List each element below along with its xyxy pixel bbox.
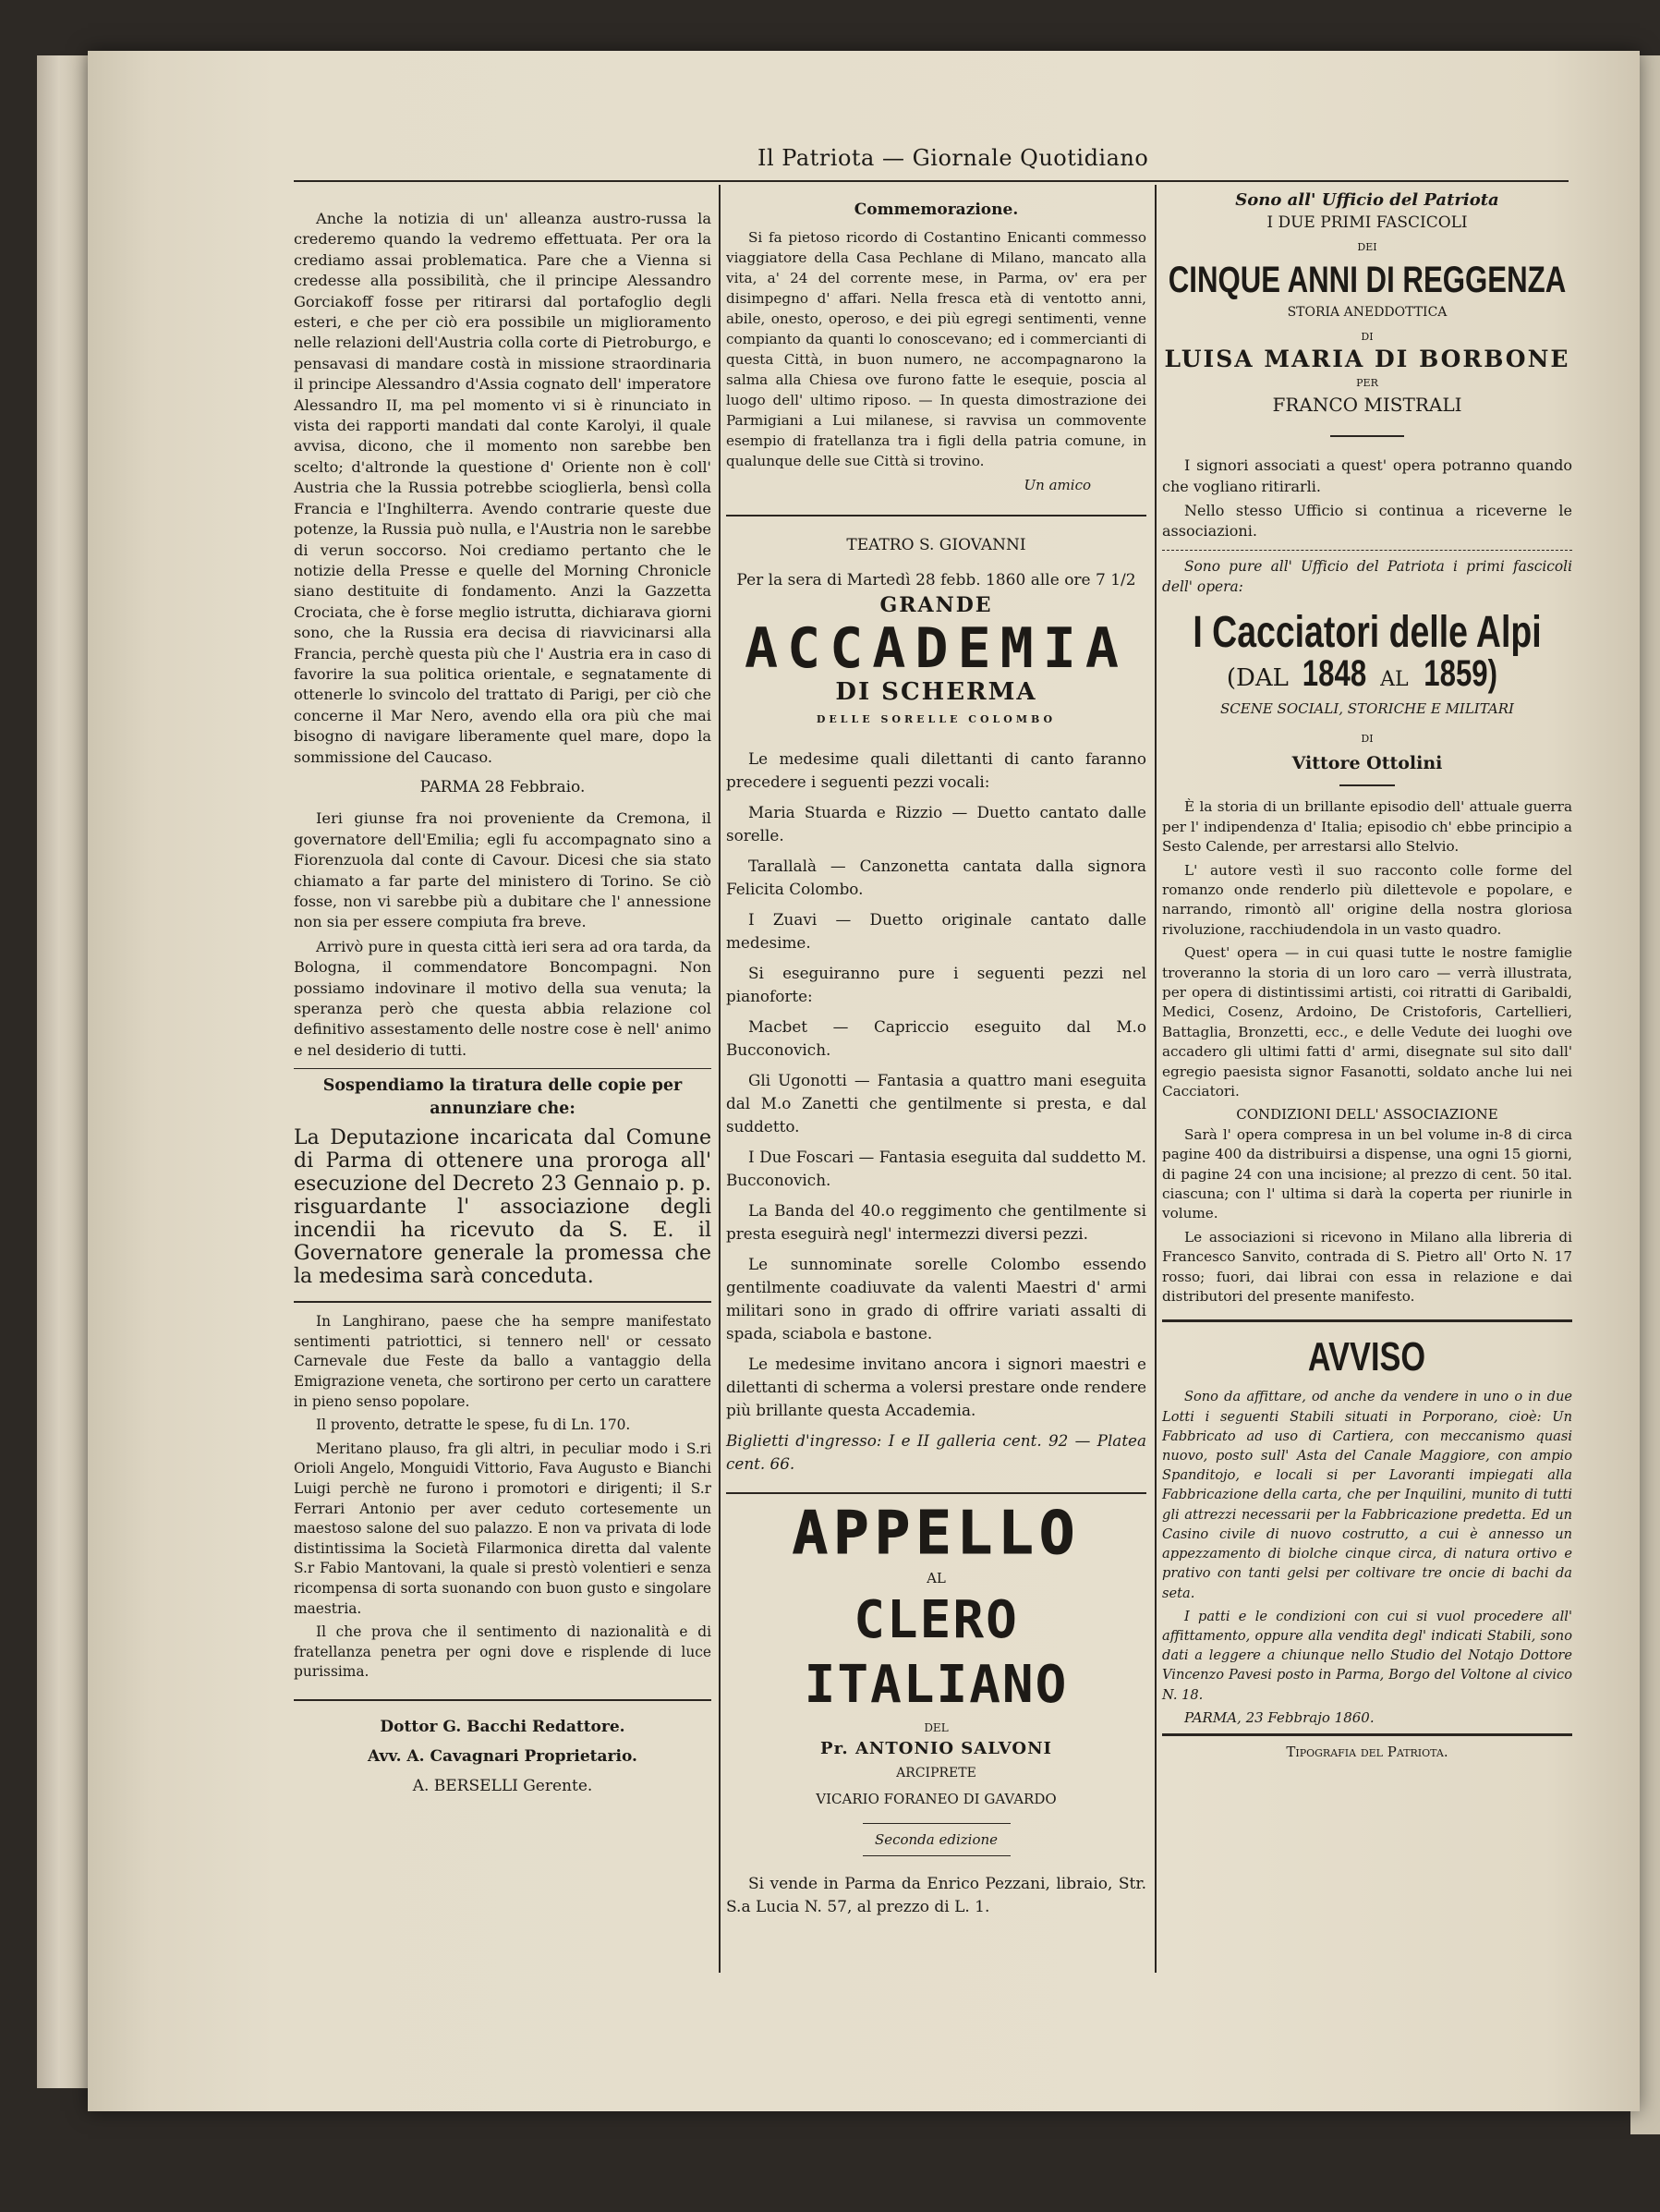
di-label: DI — [1361, 330, 1374, 343]
commemoration-signature: Un amico — [1024, 477, 1091, 494]
program-item-6: I Due Foscari — Fantasia eseguita dal suddetto M. Bucconovich. — [726, 1147, 1146, 1189]
rule — [863, 1823, 1011, 1824]
notice-date: PARMA, 23 Febbrajo 1860. — [1184, 1708, 1375, 1726]
ornament-rule — [1330, 435, 1404, 437]
ticket-prices: Biglietti d'ingresso: I e II galleria cent. 92 — Platea cent. 66. — [726, 1430, 1146, 1473]
rule — [294, 1301, 711, 1303]
article-governor: Ieri giunse fra noi proveniente da Cremona, il governatore dell'Emilia; egli fu accompagnato sino a Fiorenzuola dal conte di Cavour. Dicesi che sia stato chiamato a far parte del ministero di Torino. Se ciò fosse, non vi sarebbe più a dubitare che l' annessione non sia per essere compiuta fra breve. — [294, 809, 711, 931]
article-boncompagni: Arrivò pure in questa città ieri sera ad ora tarda, da Bologna, il commendatore Boncompagni. Non possiamo indovinare il motivo della sua venuta; la speranza però che questa abbia relazione col definitivo assestamento delle nostre cose è nell' animo e nel desiderio di tutti. — [294, 937, 711, 1059]
franco-mistrali: FRANCO MISTRALI — [1272, 393, 1462, 416]
rule — [1162, 1319, 1572, 1322]
year-1848: 1848 — [1302, 652, 1367, 694]
dei-label: DEI — [1357, 240, 1377, 253]
rule — [294, 1068, 711, 1069]
dateline: PARMA 28 Febbraio. — [419, 777, 586, 796]
rule — [726, 1492, 1146, 1494]
rule — [1162, 1733, 1572, 1736]
appello-title: APPELLO — [792, 1499, 1081, 1568]
cacciatori-desc-1: È la storia di un brillante episodio dell' attuale guerra per l' indipendenza d' Italia; episodio ch' ebbe principio a Sesto Calende, per arrestarsi allo Stelvio. — [1162, 798, 1572, 856]
grande-title: GRANDE — [879, 592, 993, 617]
avviso-title: AVVISO — [1308, 1334, 1426, 1380]
article-plauso: Meritano plauso, fra gli altri, in peculiar modo i S.ri Orioli Angelo, Monguidi Vittorio, Fava Augusto e Bianchi Luigi perchè ne furono i promotori e dirigenti; il S.r Ferrari Antonio per aver ceduto cortesemente un maestoso salone del suo palazzo. E non va privata di lode distintissima la Società Filarmonica diretta dal valente S.r Fabio Mantovani, la quale si prestò volentieri e senza ricompensa di sorta suonando con buon gusto e singolare maestria. — [294, 1440, 711, 1617]
subscribers-note: I signori associati a quest' opera potranno quando che vogliano ritirarli. — [1162, 456, 1572, 495]
program-item-4: Macbet — Capriccio eseguito dal M.o Bucconovich. — [726, 1016, 1146, 1059]
notice-body: La Deputazione incaricata dal Comune di Parma di ottenere una proroga all' esecuzione del Decreto 23 Gennaio p. p. risguardante l' associazione degli incendii ha ricevuto da S. E. il Governatore generale la promessa che la medesima sarà conceduta. — [294, 1126, 711, 1289]
column-divider-1 — [719, 185, 721, 1973]
al-label: AL — [927, 1569, 946, 1586]
notice-text-1: Sono da affittare, od anche da vendere in uno o in due Lotti i seguenti Stabili situati in Porporano, cioè: Un Fabbricato ad uso di Cartiera, con meccanismo quasi nuovo, posto sull' Asta del Canale Maggiore, con ampio Spanditojo, e locali si per Lavoranti impiegati alla Fabbricazione della carta, che per Inquilini, munito di tutti gli attrezzi necessarii per la Fabbricazione predetta. Ed un Casino civile di nuovo costrutto, a cui è annesso un appezzamento di biolche cinque circa, di natura ortivo e prativo con tanti gelsi per coltivare tre oncie di bachi da seta. — [1162, 1389, 1572, 1601]
signature-owner: Avv. A. Cavagnari Proprietario. — [368, 1746, 637, 1766]
column-2 — [726, 200, 1146, 1923]
dal-label: (DAL — [1226, 663, 1289, 692]
cacciatori-title: I Cacciatori delle Alpi — [1193, 607, 1542, 657]
year-1859: 1859) — [1424, 652, 1497, 694]
scherma-title: DI SCHERMA — [835, 678, 1037, 707]
al-label-2: AL — [1380, 667, 1409, 691]
luisa-maria-title: LUISA MARIA DI BORBONE — [1164, 346, 1570, 373]
storia-label: STORIA ANEDDOTTICA — [1287, 305, 1448, 321]
header-rule — [294, 180, 1569, 182]
accademia-title: ACCADEMIA — [744, 616, 1129, 682]
ornament-rule — [1339, 784, 1395, 786]
notice-text-2: I patti e le condizioni con cui si vuol procedere all' affittamento, oppure alla vendita degl' indicati Stabili, sono dati a leggere a chiunque nello Studio del Notajo Dottore Vincenzo Pavesi posto in Parma, Borgo del Voltone al civico N. 18. — [1162, 1608, 1572, 1703]
program-item-5: Gli Ugonotti — Fantasia a quattro mani eseguita dal M.o Zanetti che gentilmente si presta, e dal suddetto. — [726, 1070, 1146, 1136]
scene-sociali: SCENE SOCIALI, STORICHE E MILITARI — [1220, 700, 1514, 718]
vicario-label: VICARIO FORANEO DI GAVARDO — [816, 1791, 1057, 1808]
column-1 — [294, 209, 711, 1801]
cacciatori-desc-3: Quest' opera — in cui quasi tutte le nostre famiglie troveranno la storia di un loro caro — verrà illustrata, per opera di distintissimi artisti, coi ritratti di Garibaldi, Medici, Cosenz, Ardoino, De Cristoforis, Cartellieri, Battaglia, Bronzetti, ecc., e delle Vedute dei luoghi ove accadero gli ultimi fatti d' armi, disegnate sul sito dall' egregio paesista signor Fasanotti, soldato anche lui nei Cacciatori. — [1162, 944, 1572, 1100]
edition-label: Seconda edizione — [874, 1830, 999, 1848]
rule — [1162, 550, 1572, 551]
cinque-anni-title: CINQUE ANNI DI REGGENZA — [1168, 260, 1567, 301]
rule — [863, 1855, 1011, 1856]
program-item-2: Tarallalà — Canzonetta cantata dalla signora Felicita Colombo. — [726, 856, 1146, 898]
article-langhirano: In Langhirano, paese che ha sempre manifestato sentimenti patriottici, si tennero nell' or cessato Carnevale due Feste da ballo a vantaggio della Emigrazione veneta, che sortirono per certo un carattere in pieno senso popolare. — [294, 1313, 711, 1410]
column-divider-2 — [1155, 185, 1157, 1973]
rule — [294, 1699, 711, 1701]
theatre-name: TEATRO S. GIOVANNI — [846, 535, 1026, 554]
also-available: Sono pure all' Ufficio del Patriota i primi fascicoli dell' opera: — [1162, 557, 1572, 596]
commemoration-title: Commemorazione. — [854, 201, 1019, 219]
program-fencing: Le sunnominate sorelle Colombo essendo gentilmente coadiuvate da valenti Maestri d' armi militari sono in grado di offrire variati assalti di spada, sciabola e bastone. — [726, 1254, 1146, 1343]
associations-note: Nello stesso Ufficio si continua a riceverne le associazioni. — [1162, 502, 1572, 541]
sorelle-colombo: DELLE SORELLE COLOMBO — [816, 713, 1057, 726]
rule — [726, 515, 1146, 517]
program-item-3: I Zuavi — Duetto originale cantato dalle medesime. — [726, 909, 1146, 952]
article-fratellanza: Il che prova che il sentimento di nazionalità e di fratellanza penetra per ogni dove e risplende di luce purissima. — [294, 1623, 711, 1681]
conditions-heading: CONDIZIONI DELL' ASSOCIAZIONE — [1236, 1106, 1498, 1124]
signature-manager: A. BERSELLI Gerente. — [412, 1776, 593, 1795]
ufficio-heading: Sono all' Ufficio del Patriota — [1235, 190, 1499, 210]
program-invitation: Le medesime invitano ancora i signori maestri e dilettanti di scherma a volersi prestare onde rendere più brillante questa Accademia. — [726, 1354, 1146, 1419]
program-piano-intro: Si eseguiranno pure i seguenti pezzi nel pianoforte: — [726, 963, 1146, 1005]
fascicoli-label: I DUE PRIMI FASCICOLI — [1266, 213, 1468, 233]
commemoration-body: Si fa pietoso ricordo di Costantino Enicanti commesso viaggiatore della Casa Pechlane di Milano, mancato alla vita, a' 24 del corrente mese, in Parma, ov' era per disimpegno d' affari. Nella fresca età di ventotto anni, abile, onesto, operoso, e dei più egregi sentimenti, venne compianto da quanti lo conoscevano; ed i commercianti di questa Città, in buon numero, ne accompagnarono la salma alla Chiesa ove furono fatte le esequie, poscia al luogo dell' ultimo riposo. — In questa dimostrazione dei Parmigiani a Lui milanese, si ravvisa un commovente esempio di fratellanza tra i figli della patria comune, in qualunque delle sue Città si trovino. — [726, 229, 1146, 470]
signature-editor: Dottor G. Bacchi Redattore. — [380, 1717, 625, 1736]
vittore-ottolini: Vittore Ottolini — [1291, 752, 1443, 773]
arciprete-label: ARCIPRETE — [896, 1766, 976, 1781]
sale-info: Si vende in Parma da Enrico Pezzani, libraio, Str. S.a Lucia N. 57, al prezzo di L. 1. — [726, 1875, 1146, 1917]
di-label-2: DI — [1361, 732, 1374, 745]
del-label: DEL — [924, 1721, 949, 1735]
author-name: Pr. ANTONIO SALVONI — [820, 1738, 1052, 1758]
program-band: La Banda del 40.o reggimento che gentilmente si presta eseguirà negl' intermezzi diversi pezzi. — [726, 1200, 1146, 1243]
clero-title: CLERO ITALIANO — [804, 1590, 1069, 1716]
subscriptions-text: Le associazioni si ricevono in Milano alla libreria di Francesco Sanvito, contrada di S. Pietro all' Orto N. 17 rosso; fuori, dai librai con essa in relazione e dai distributori del presente manifesto. — [1162, 1228, 1572, 1306]
program-intro: Le medesime quali dilettanti di canto faranno precedere i seguenti pezzi vocali: — [726, 748, 1146, 791]
article-provento: Il provento, detratte le spese, fu di Ln. 170. — [316, 1416, 631, 1434]
theatre-date: Per la sera di Martedì 28 febb. 1860 alle ore 7 1/2 — [736, 571, 1136, 590]
cacciatori-desc-2: L' autore vestì il suo racconto colle forme del romanzo onde renderlo più dilettevole e popolare, e narrando, rimontò all' origine della nostra gloriosa rivoluzione, racchiudendola in un vasto quadro. — [1162, 861, 1572, 938]
notice-heading: Sospendiamo la tiratura delle copie per annunziare che: — [322, 1076, 683, 1119]
column-3 — [1162, 190, 1572, 1762]
printer-credit: Tipografia del Patriota. — [1286, 1743, 1448, 1760]
per-label: PER — [1356, 377, 1378, 390]
running-header: Il Patriota — Giornale Quotidiano — [757, 145, 1149, 171]
article-alliance: Anche la notizia di un' alleanza austro-russa la crederemo quando la vedremo effettuata. Per ora la crediamo assai problematica. Pare che a Vienna si credesse alla possibilità, che il principe Alessandro Gorciakoff fosse per ritirarsi dal portafoglio degli esteri, e che per ciò era possibile un miglioramento nelle relazioni dell'Austria colla corte di Pietroburgo, e pensavasi di mandare costà in missione straordinaria il principe Alessandro d'Assia cognato dell' imperatore Alessandro II, ma pel momento vi si è rinunciato in vista dei rapporti mandati dal conte Karolyi, il quale avvisa, dicono, che il momento non sarebbe ben scelto; d'altronde la questione d' Oriente non è coll' Austria che la Russia potrebbe scioglierla, bensì colla Francia e l'Inghilterra. Avendo contrarie queste due potenze, la Russia può nulla, e l'Austria non le sarebbe di verun soccorso. Noi crediamo pertanto che le notizie della Presse e quelle del Morning Chronicle siano destituite di fondamento. Anzi la Gazzetta Crociata, che è forse meglio istrutta, dichiarava giorni sono, che la Russia era decisa di riavvicinarsi alla Francia, perchè questa più che l' Austria era in caso di favorire la sua politica orientale, e segnatamente di ottenerle lo svincolo del trattato di Parigi, per ciò che concerne il Mar Nero, avendo ella ora più che mai bisogno di navigare liberamente quel mare, dopo la sommissione del Caucaso. — [294, 210, 711, 766]
conditions-text: Sarà l' opera compresa in un bel volume in-8 di circa pagine 400 da distribuirsi a dispense, una ogni 15 giorni, di pagine 24 con una incisione; al prezzo di cent. 50 ital. ciascuna; con l' ultima si darà la coperta per riunirle in volume. — [1162, 1125, 1572, 1222]
program-item-1: Maria Stuarda e Rizzio — Duetto cantato dalle sorelle. — [726, 802, 1146, 845]
